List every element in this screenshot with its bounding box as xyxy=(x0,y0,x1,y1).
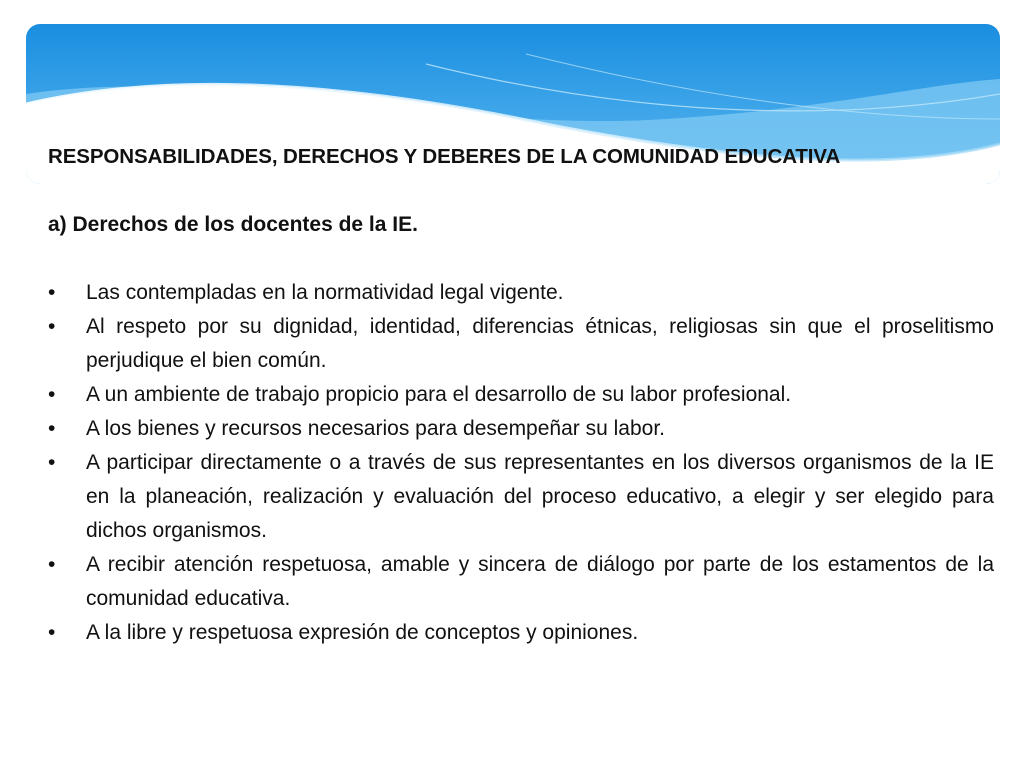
list-item-text: Las contempladas en la normatividad legal vigente. xyxy=(86,281,564,304)
list-item-text: A participar directamente o a través de sus representantes en los diversos organismos de la IE en la planeación, realización y evaluación del proceso educativo, a elegir y ser elegido para dichos organismos. xyxy=(86,451,994,542)
slide-title: RESPONSABILIDADES, DERECHOS Y DEBERES DE LA COMUNIDAD EDUCATIVA xyxy=(48,145,841,168)
list-item xyxy=(48,276,994,310)
bullet-icon: • xyxy=(48,621,56,644)
list-item xyxy=(48,446,994,548)
slide-content xyxy=(48,140,994,650)
list-item xyxy=(48,310,994,378)
list-item-text: A un ambiente de trabajo propicio para el desarrollo de su labor profesional. xyxy=(86,383,792,406)
list-item xyxy=(48,548,994,616)
bullet-icon: • xyxy=(48,451,56,474)
bullet-icon: • xyxy=(48,553,56,576)
list-item-text: Al respeto por su dignidad, identidad, diferencias étnicas, religiosas sin que el proselitismo perjudique el bien común. xyxy=(86,315,994,372)
bullet-icon: • xyxy=(48,315,56,338)
bullet-list xyxy=(48,276,994,650)
list-item xyxy=(48,412,994,446)
section-heading: a) Derechos de los docentes de la IE. xyxy=(48,213,418,236)
list-item xyxy=(48,616,994,650)
bullet-icon: • xyxy=(48,281,56,304)
bullet-icon: • xyxy=(48,383,56,406)
list-item xyxy=(48,378,994,412)
list-item-text: A recibir atención respetuosa, amable y sincera de diálogo por parte de los estamentos de la comunidad educativa. xyxy=(86,553,994,610)
list-item-text: A la libre y respetuosa expresión de conceptos y opiniones. xyxy=(86,621,639,644)
bullet-icon: • xyxy=(48,417,56,440)
list-item-text: A los bienes y recursos necesarios para desempeñar su labor. xyxy=(86,417,665,440)
